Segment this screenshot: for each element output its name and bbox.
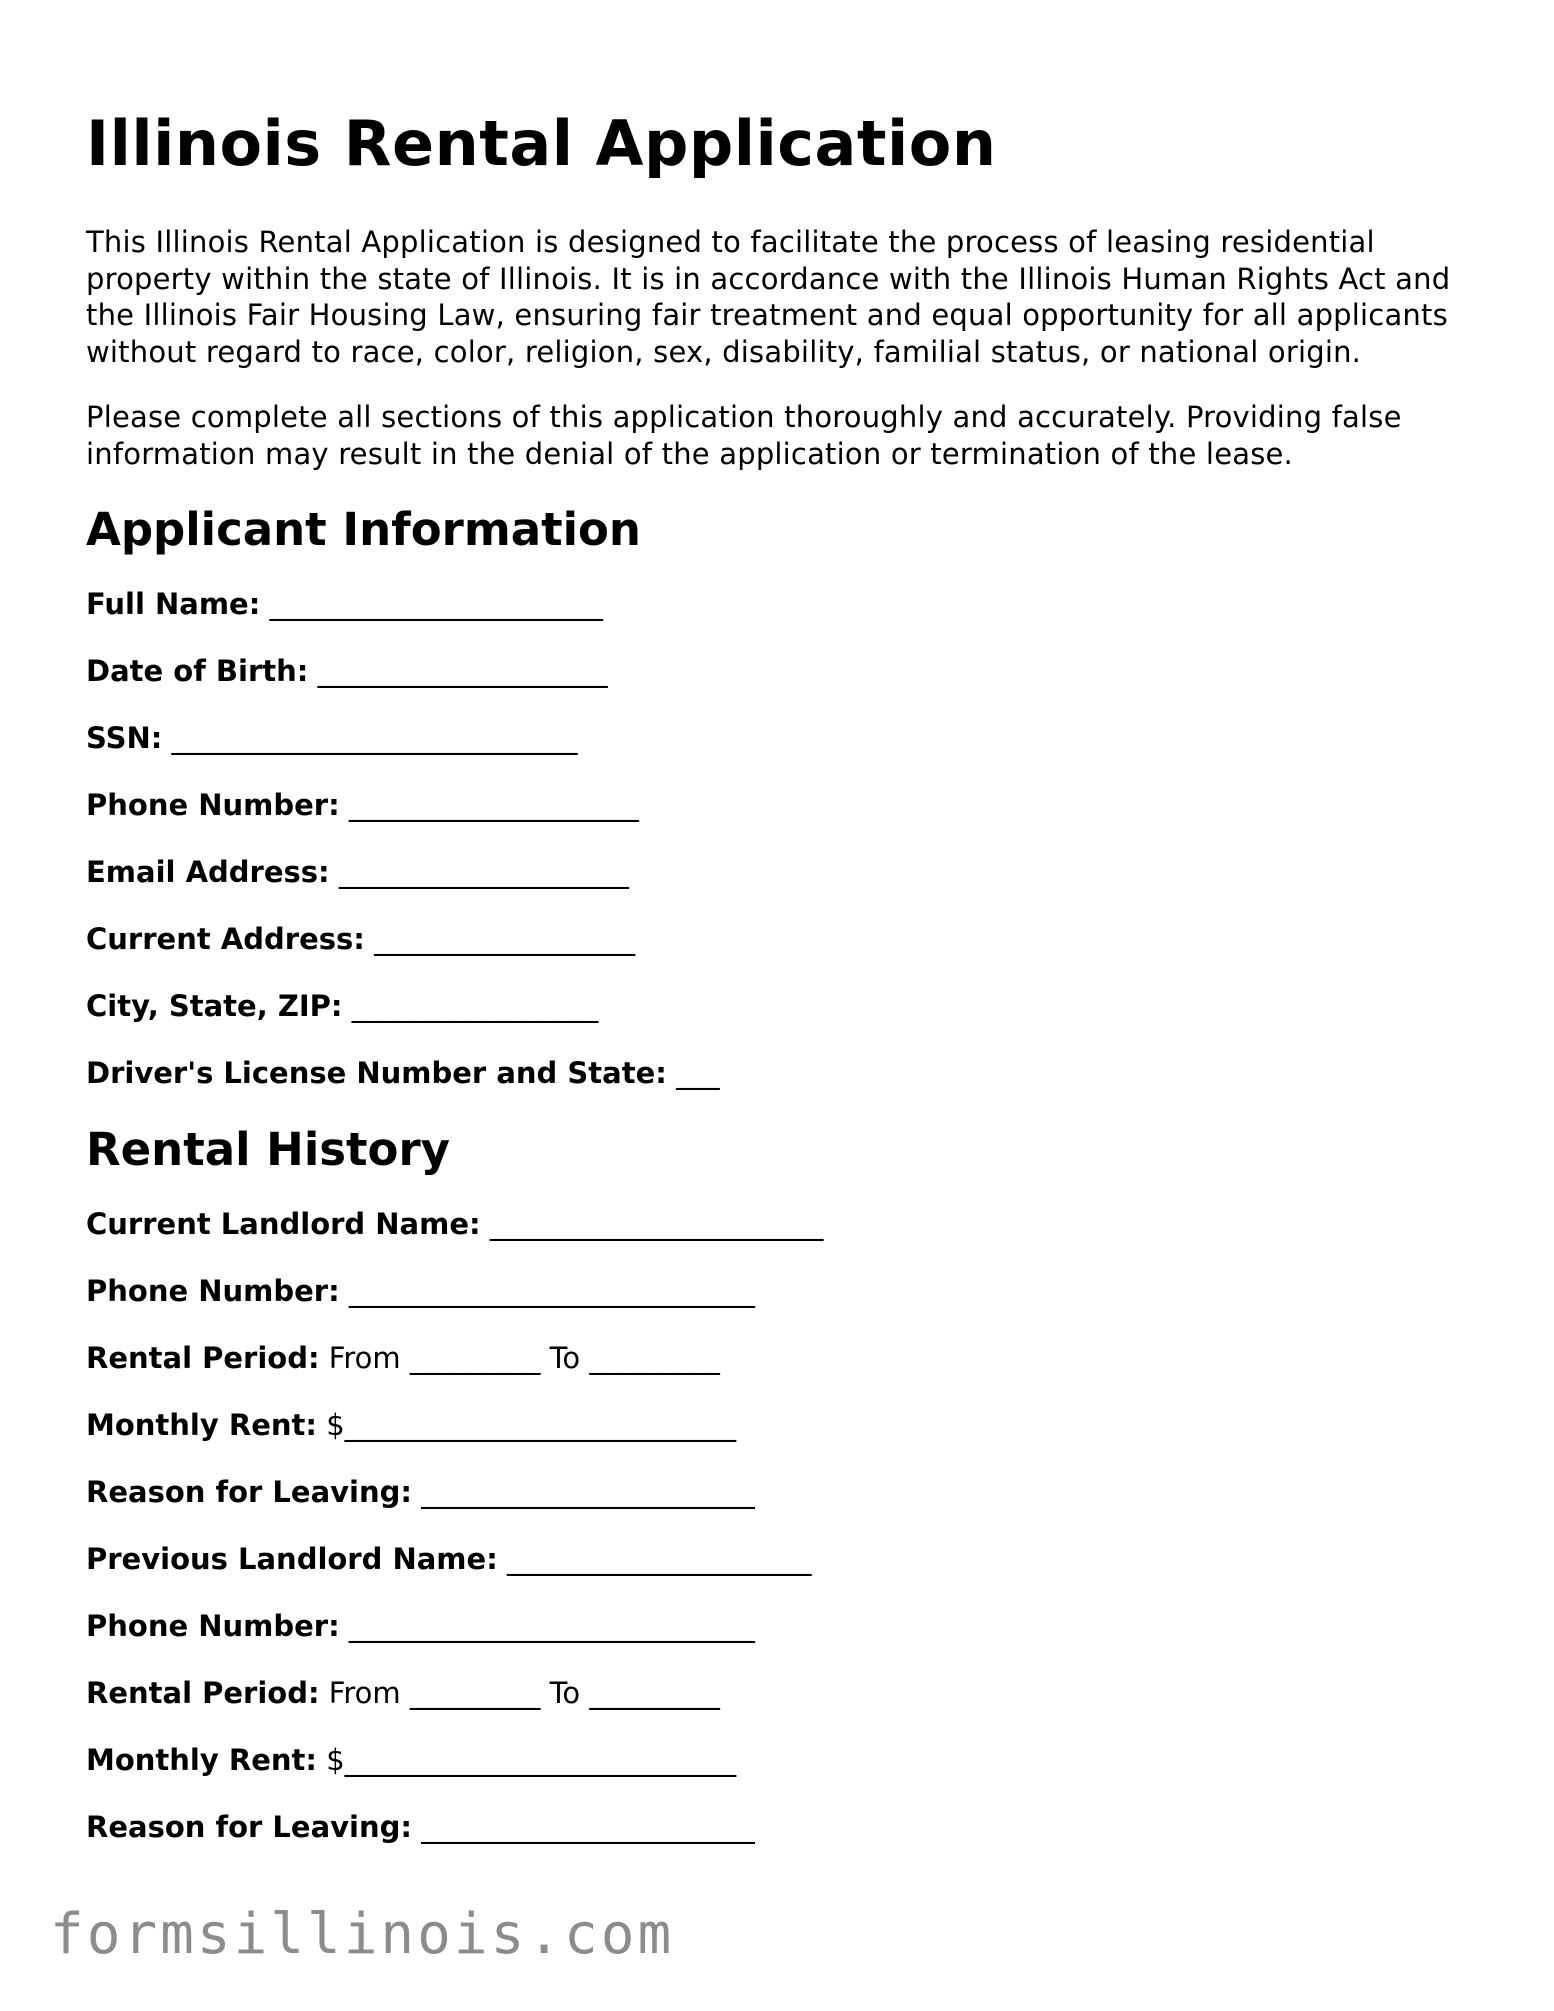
current-monthly-rent-field[interactable] <box>86 1406 1486 1444</box>
current-reason-for-leaving-field[interactable] <box>86 1473 1486 1511</box>
current-reason-for-leaving-label: Reason for Leaving: <box>86 1475 412 1509</box>
current-address-label: Current Address: <box>86 922 365 956</box>
previous-reason-for-leaving-blank[interactable]: _______________________ <box>412 1810 755 1844</box>
current-landlord-phone-blank[interactable]: ____________________________ <box>339 1274 755 1308</box>
full-name-label: Full Name: <box>86 587 261 621</box>
applicant-section-heading: Applicant Information <box>86 503 641 556</box>
current-address-blank[interactable]: __________________ <box>364 922 636 956</box>
email-address-label: Email Address: <box>86 855 330 889</box>
current-landlord-name-label: Current Landlord Name: <box>86 1207 481 1241</box>
previous-landlord-phone-label: Phone Number: <box>86 1609 340 1643</box>
current-monthly-rent-blank[interactable]: $___________________________ <box>316 1408 737 1442</box>
document-title: Illinois Rental Application <box>86 107 997 180</box>
current-rental-period-blanks[interactable]: From _________ To _________ <box>319 1341 720 1375</box>
full-name-blank[interactable]: _______________________ <box>260 587 604 621</box>
drivers-license-blank[interactable]: ___ <box>666 1056 720 1090</box>
phone-number-field[interactable] <box>86 786 1486 824</box>
email-address-field[interactable] <box>86 853 1486 891</box>
drivers-license-label: Driver's License Number and State: <box>86 1056 667 1090</box>
previous-landlord-name-blank[interactable]: _____________________ <box>497 1542 812 1576</box>
current-rental-period-label: Rental Period: <box>86 1341 320 1375</box>
date-of-birth-blank[interactable]: ____________________ <box>308 654 608 688</box>
instructions-paragraph: Please complete all sections of this application thoroughly and accurately. Providing false information may result in the denial of the application or termination of the lease. <box>86 400 1402 471</box>
previous-rental-period-label: Rental Period: <box>86 1676 320 1710</box>
document-page <box>86 104 1486 1875</box>
city-state-zip-field[interactable] <box>86 987 1486 1025</box>
current-landlord-name-field[interactable] <box>86 1205 1486 1243</box>
current-reason-for-leaving-blank[interactable]: _______________________ <box>412 1475 755 1509</box>
site-watermark: formsillinois.com <box>50 1902 675 1967</box>
drivers-license-field[interactable] <box>86 1054 1486 1092</box>
city-state-zip-label: City, State, ZIP: <box>86 989 343 1023</box>
previous-monthly-rent-field[interactable] <box>86 1741 1486 1779</box>
previous-rental-period-blanks[interactable]: From _________ To _________ <box>319 1676 720 1710</box>
city-state-zip-blank[interactable]: _________________ <box>342 989 599 1023</box>
previous-landlord-phone-blank[interactable]: ____________________________ <box>339 1609 755 1643</box>
full-name-field[interactable] <box>86 585 1486 623</box>
current-landlord-phone-label: Phone Number: <box>86 1274 340 1308</box>
previous-landlord-name-label: Previous Landlord Name: <box>86 1542 498 1576</box>
date-of-birth-field[interactable] <box>86 652 1486 690</box>
ssn-blank[interactable]: ____________________________ <box>162 721 578 755</box>
phone-number-blank[interactable]: ____________________ <box>339 788 639 822</box>
previous-monthly-rent-blank[interactable]: $___________________________ <box>316 1743 737 1777</box>
current-monthly-rent-label: Monthly Rent: <box>86 1408 317 1442</box>
previous-reason-for-leaving-field[interactable] <box>86 1808 1486 1846</box>
date-of-birth-label: Date of Birth: <box>86 654 309 688</box>
email-address-blank[interactable]: ____________________ <box>329 855 629 889</box>
previous-landlord-name-field[interactable] <box>86 1540 1486 1578</box>
ssn-label: SSN: <box>86 721 163 755</box>
current-rental-period-field[interactable] <box>86 1339 1486 1377</box>
previous-landlord-phone-field[interactable] <box>86 1607 1486 1645</box>
ssn-field[interactable] <box>86 719 1486 757</box>
intro-paragraph: This Illinois Rental Application is designed to facilitate the process of leasing residential property within the state of Illinois. It is in accordance with the Illinois Human Rights Act and the Illinois Fair Housing Law, ensuring fair treatment and equal opportunity for all applicants without regard to race, color, religion, sex, disability, familial status, or national origin. <box>86 225 1451 369</box>
current-landlord-name-blank[interactable]: _______________________ <box>480 1207 824 1241</box>
phone-number-label: Phone Number: <box>86 788 340 822</box>
previous-monthly-rent-label: Monthly Rent: <box>86 1743 317 1777</box>
rental-history-heading: Rental History <box>86 1123 450 1176</box>
previous-rental-period-field[interactable] <box>86 1674 1486 1712</box>
current-landlord-phone-field[interactable] <box>86 1272 1486 1310</box>
current-address-field[interactable] <box>86 920 1486 958</box>
previous-reason-for-leaving-label: Reason for Leaving: <box>86 1810 412 1844</box>
